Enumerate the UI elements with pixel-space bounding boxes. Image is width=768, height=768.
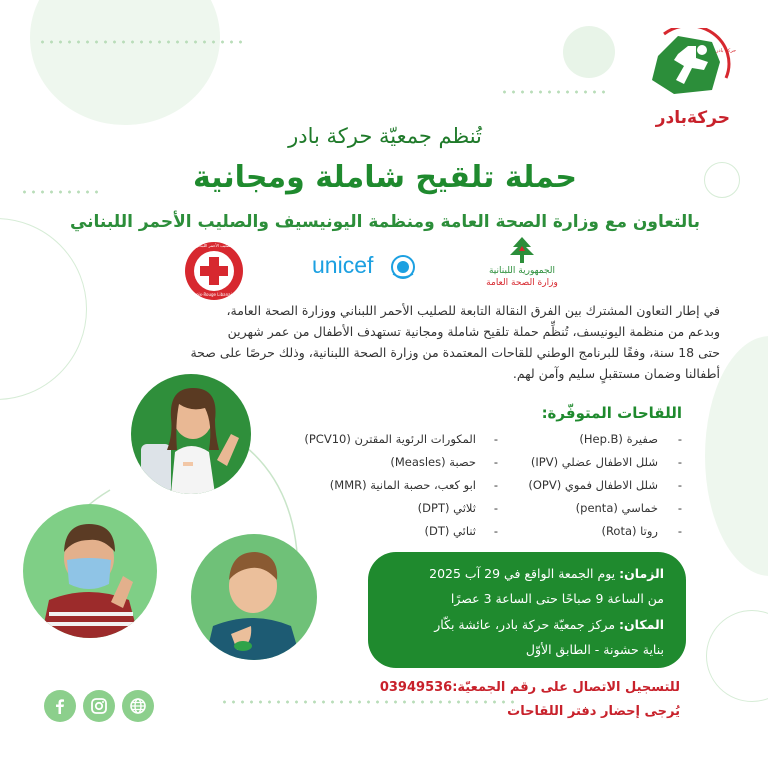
body-line-1: في إطار التعاون المشترك بين الفرق النقالة التابعة للصليب الأحمر اللبناني ووزارة الصحة العامة، [226,303,720,318]
bg-ring-left [0,218,87,400]
photo-boy-mask [23,504,157,638]
dots-top [38,40,248,44]
vaccine-left-item: المكورات الرئوية المقترن (PCV10) [304,432,476,446]
vaccine-right-bullet: - [677,501,682,515]
vaccine-left-item: ثنائي (DT) [424,524,476,538]
facebook-icon[interactable] [44,690,76,722]
registration-label: للتسجيل الاتصال على رقم الجمعيّة: [452,680,680,695]
event-place-value: مركز جمعيّة حركة بادر، عائشة بكّار [434,617,619,632]
unicef-wordmark: unicef [312,252,374,278]
photo-girl [131,374,251,494]
vaccine-right-bullet: - [677,432,682,446]
website-icon[interactable] [122,690,154,722]
vaccine-left-bullet: - [493,524,498,538]
body-line-2: وبدعم من منظمة اليونيسف، تُنظِّم حملة تلقيح شاملة ومجانية تستهدف الأطفال من عمر شهرين [227,324,720,339]
cedar-icon [507,236,537,264]
vaccine-left-bullet: - [493,478,498,492]
event-place-label: المكان: [619,617,664,632]
org-logo-mark-icon [634,28,736,108]
vaccine-left-bullet: - [493,455,498,469]
unicef-logo [312,252,418,284]
photo-boy-bandage [191,534,317,660]
org-logo [634,28,736,136]
vaccine-right-item: صفيرة (Hep.B) [579,432,658,446]
event-place-line-1 [434,617,664,632]
registration-line [380,680,680,695]
event-time-label: الزمان: [619,566,664,581]
intro-text: تُنظم جمعيّة حركة بادر [288,124,482,148]
vaccine-left-bullet: - [493,432,498,446]
unicef-emblem-icon [390,254,416,280]
ministry-logo [474,236,570,292]
org-logo-name: حركةبادر [655,108,730,128]
bg-ring-right [704,162,740,198]
bg-circle-small [563,26,615,78]
vaccine-left-item: ابو كعب، حصبة المانية (MMR) [329,478,476,492]
instagram-icon[interactable] [83,690,115,722]
ministry-line2: وزارة الصحة العامة [486,278,558,288]
org-logo-arc-text: حركة بادر [716,48,737,54]
redcross-latin: Croix-Rouge Libanaise [191,292,237,297]
registration-phone[interactable]: 03949536 [379,680,453,695]
vaccine-right-bullet: - [677,455,682,469]
ministry-line1: الجمهورية اللبنانية [488,266,556,276]
dots-middle [500,90,610,94]
redcross-arabic: الصليب الأحمر اللبناني [195,243,233,248]
vaccines-title: اللقاحات المتوفّرة: [541,404,682,422]
vaccine-right-item: شلل الاطفال فموي (OPV) [528,478,658,492]
event-place-line-2: بناية حشونة - الطابق الأوّل [525,642,664,657]
event-time-line-1 [429,566,664,581]
registration-note: يُرجى إحضار دفتر اللقاحات [507,704,680,719]
vaccine-left-bullet: - [493,501,498,515]
vaccine-left-item: حصبة (Measles) [390,455,476,469]
body-line-3: حتى 18 سنة، وفقًا للبرنامج الوطني للقاحات المعتمدة من وزارة الصحة اللبنانية، وذلك حرصًا على صحة [190,345,720,360]
partnership-text: بالتعاون مع وزارة الصحة العامة ومنظمة اليونيسيف والصليب الأحمر اللبناني [69,212,701,232]
dots-left [20,190,100,194]
vaccine-right-bullet: - [677,524,682,538]
vaccine-right-bullet: - [677,478,682,492]
body-paragraph [80,300,720,384]
event-info-box [368,552,686,668]
dots-bottom [220,700,520,704]
redcross-logo [183,240,245,302]
event-time-line-2: من الساعة 9 صباحًا حتى الساعة 3 عصرًا [450,591,664,606]
event-time-value: يوم الجمعة الواقع في 29 آب 2025 [429,566,620,581]
vaccine-right-item: خماسي (penta) [575,501,658,515]
headline: حملة تلقيح شاملة ومجانية [192,160,578,195]
bg-circle-top-left [30,0,220,125]
vaccine-right-item: روتا (Rota) [601,524,658,538]
vaccine-left-item: ثلاثي (DPT) [417,501,476,515]
vaccine-right-item: شلل الاطفال عضلي (IPV) [530,455,658,469]
bg-ring-bottom-right [706,610,768,702]
body-line-4: أطفالنا وضمان مستقبلٍ سليم وآمن لهم. [512,366,720,381]
